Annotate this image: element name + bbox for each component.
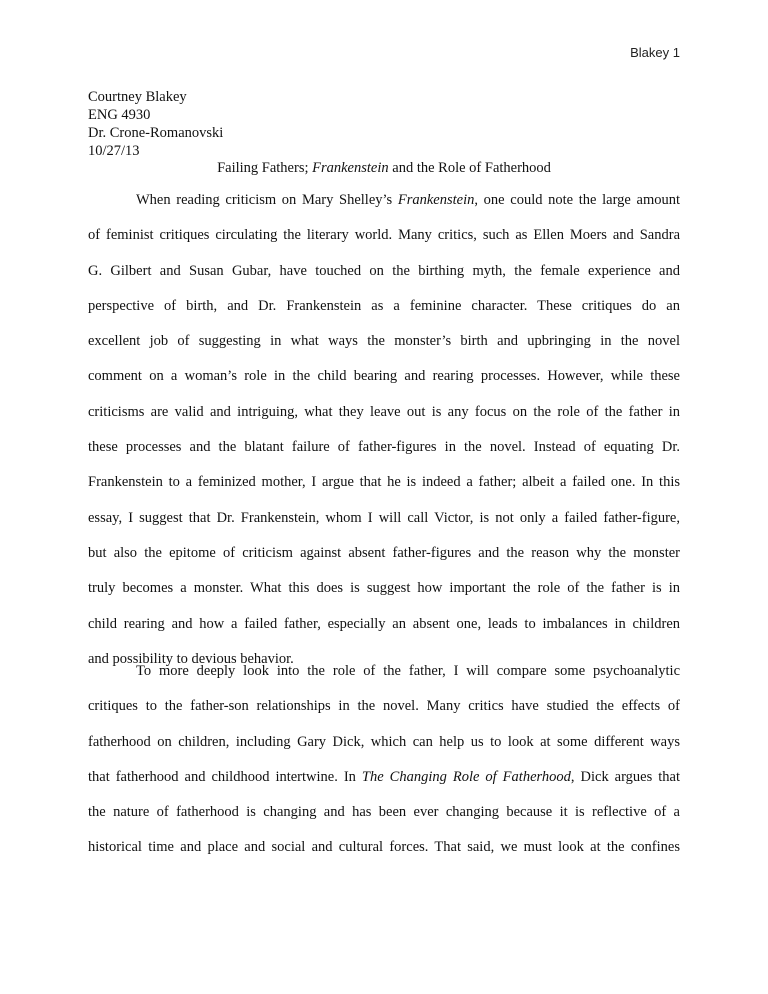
text-span: that fatherhood and childhood intertwine. In	[88, 768, 356, 785]
instructor-name: Dr. Crone-Romanovski	[88, 125, 224, 141]
date: 10/27/13	[88, 143, 140, 159]
paragraph-line: excellent job of suggesting in what ways the monster’s birth and upbringing in the novel	[88, 333, 680, 350]
paragraph-line: the nature of fatherhood is changing and has been ever changing because it is reflective of a	[88, 804, 680, 821]
paragraph-line: but also the epitome of criticism against absent father-figures and the reason why the monster	[88, 544, 680, 561]
body-paragraph-2	[88, 654, 680, 866]
course-code: ENG 4930	[88, 107, 151, 123]
body-paragraph-1	[88, 183, 680, 677]
paragraph-line: of feminist critiques circulating the literary world. Many critics, such as Ellen Moers and Sandra	[88, 227, 680, 244]
title-part-2: and the Role of Fatherhood	[392, 160, 551, 176]
paragraph-line: G. Gilbert and Susan Gubar, have touched on the birthing myth, the female experience and	[88, 262, 680, 279]
paragraph-line: these processes and the blatant failure of father-figures in the novel. Instead of equating Dr.	[88, 439, 680, 456]
text-span: , one could note the large amount	[474, 192, 680, 208]
author-name: Courtney Blakey	[88, 89, 187, 105]
paragraph-line: child rearing and how a failed father, especially an absent one, leads to imbalances in children	[88, 615, 680, 632]
paragraph-line: perspective of birth, and Dr. Frankenstein as a feminine character. These critiques do an	[88, 297, 680, 314]
paragraph-line: criticisms are valid and intriguing, what they leave out is any focus on the role of the father in	[88, 403, 680, 420]
paragraph-line: fatherhood on children, including Gary Dick, which can help us to look at some different ways	[88, 733, 680, 750]
paragraph-line: Frankenstein to a feminized mother, I argue that he is indeed a father; albeit a failed one. In this	[88, 474, 680, 491]
title-part-1: Failing Fathers;	[217, 160, 309, 176]
paragraph-line: and possibility to devious behavior.	[88, 650, 294, 667]
paragraph-line: comment on a woman’s role in the child bearing and rearing processes. However, while these	[88, 368, 680, 385]
paragraph-line: critiques to the father-son relationships in the novel. Many critics have studied the effects of	[88, 698, 680, 715]
italic-work-title: The Changing Role of Fatherhood	[361, 768, 571, 785]
page-header-number: Blakey 1	[630, 45, 680, 60]
text-span: , Dick argues that	[570, 768, 680, 785]
italic-work-title: Frankenstein	[397, 192, 475, 208]
paragraph-line: truly becomes a monster. What this does is suggest how important the role of the father is in	[88, 580, 680, 597]
title-italic-work: Frankenstein	[312, 160, 389, 176]
essay-title	[88, 159, 680, 177]
mla-heading	[88, 88, 223, 160]
paragraph-line: historical time and place and social and cultural forces. That said, we must look at the confines	[88, 839, 680, 856]
paragraph-line	[88, 183, 680, 218]
text-span: When reading criticism on Mary Shelley’s	[136, 192, 393, 208]
paragraph-line: To more deeply look into the role of the father, I will compare some psychoanalytic	[136, 663, 680, 679]
paragraph-line	[88, 760, 680, 795]
paragraph-line: essay, I suggest that Dr. Frankenstein, whom I will call Victor, is not only a failed father-figure,	[88, 509, 680, 526]
